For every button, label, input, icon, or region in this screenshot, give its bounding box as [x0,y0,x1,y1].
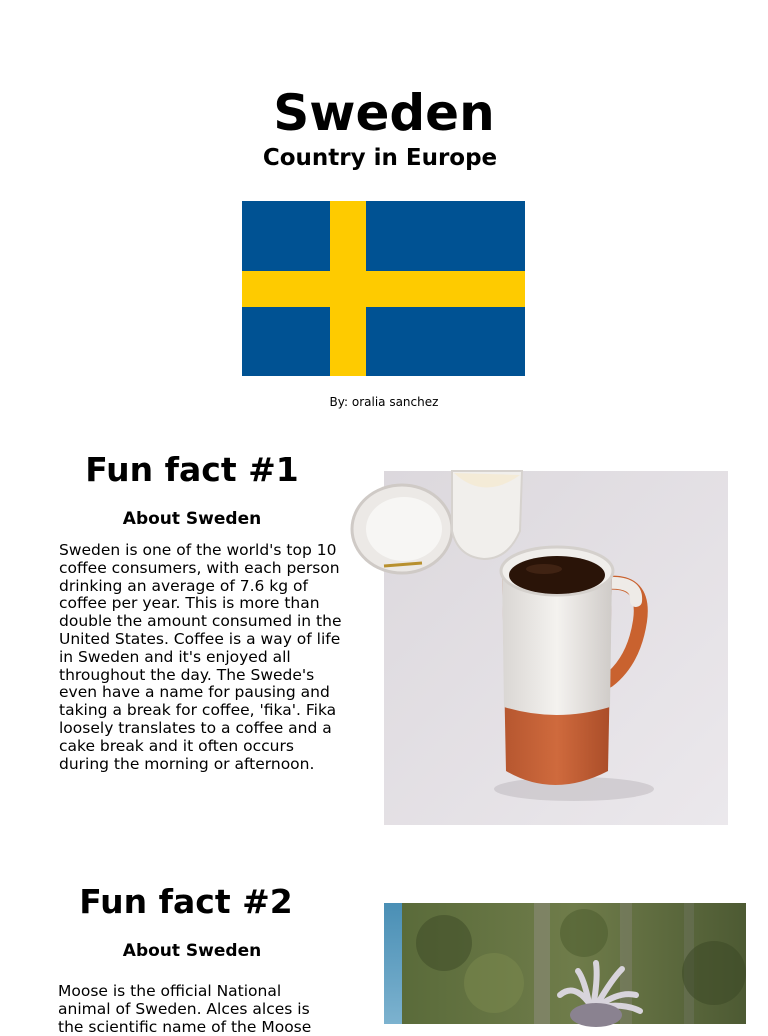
fact-1-heading: Fun fact #1 [85,450,299,489]
coffee-mug-photo [384,471,728,825]
page-subtitle: Country in Europe [262,145,498,171]
moose-photo [384,903,746,1024]
fact-2-body: Moose is the official National animal of Sweden. Alces alces is the scientific name of the Moose [58,982,312,1036]
fact-2-heading: Fun fact #2 [79,882,293,921]
flag-cross-horizontal [242,271,525,307]
sweden-flag [242,201,525,376]
page-title: Sweden [273,84,495,142]
fact-1-subheading: About Sweden [122,509,262,529]
fact-1-body: Sweden is one of the world's top 10 coffee consumers, with each person drinking an average of 7.6 kg of coffee per year. This is more than double the amount consumed in the United States. Coffee is a way of life in Sweden and it's enjoyed all throughout the day. The Swede's even have a name for pausing and taking a break for coffee, 'fika'. Fika loosely translates to a coffee and a cake break and it often occurs during the morning or afternoon. [59,541,342,773]
author-byline: By: oralia sanchez [329,395,439,409]
fact-2-subheading: About Sweden [122,941,262,961]
